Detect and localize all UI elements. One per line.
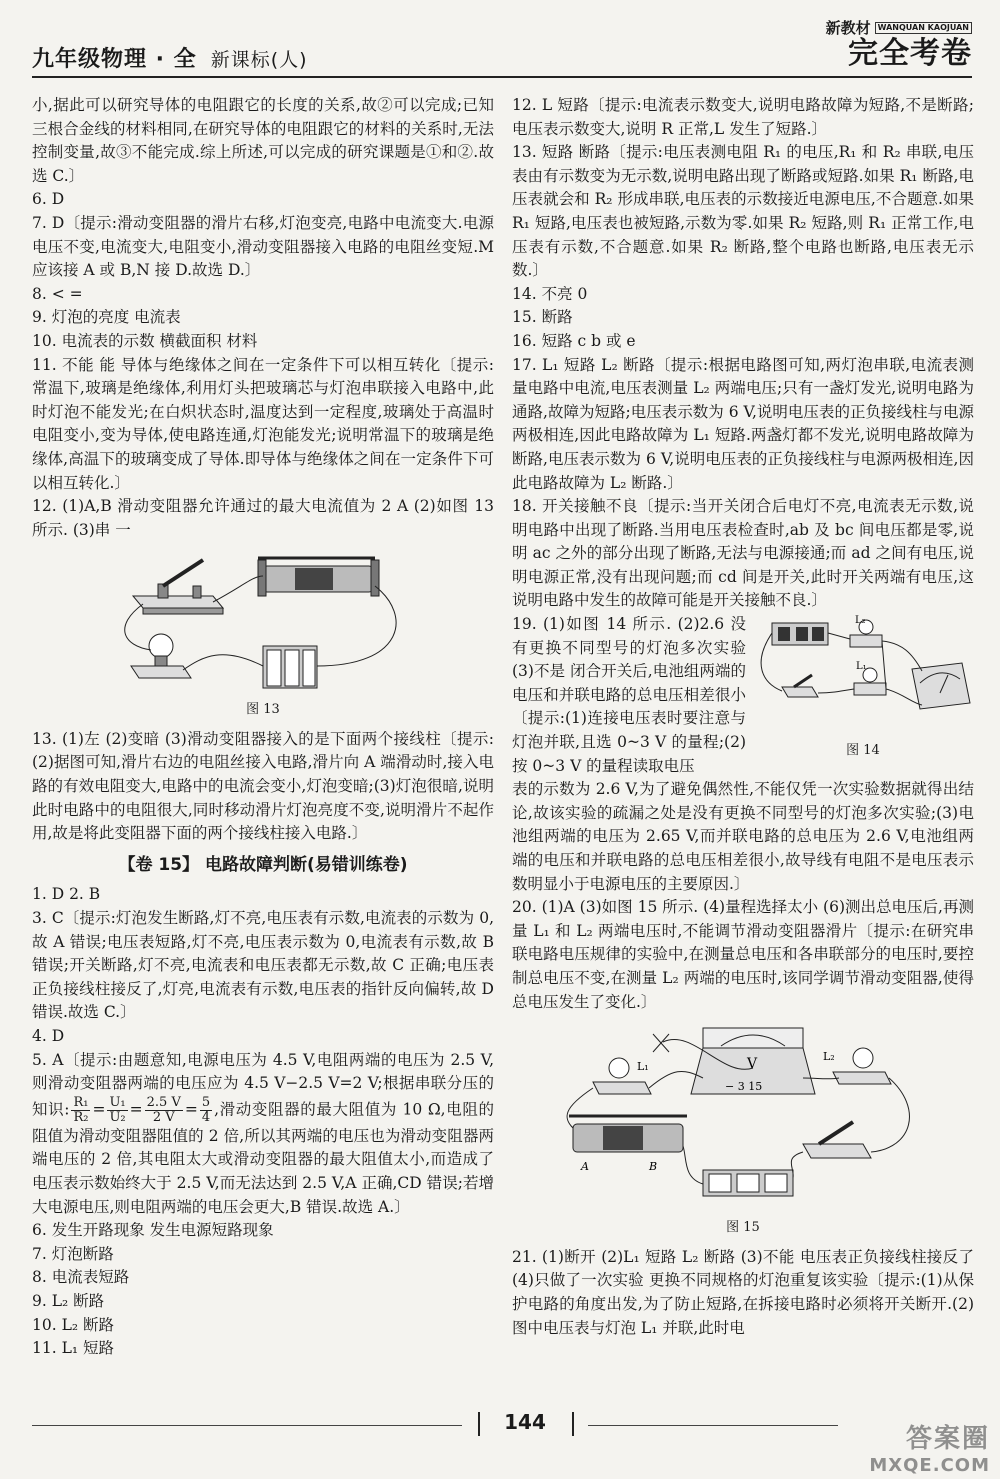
fraction-ratio xyxy=(200,1096,212,1125)
answer-c14: 14. 不亮 0 xyxy=(512,284,588,303)
label-a: A xyxy=(581,1160,589,1174)
answer-c19-part2: 表的示数为 2.6 V,为了避免偶然性,不能仅凭一次实验数据就得出结论,故该实验的疏漏之处是没有更换不同型号的灯泡多次实验;(3)电池组两端的电压为 2.65 V,而并联电路的总电压为 2.6 V,电池组两端的电压和并联电路的总电压相差很小,故导线有电阻不是电压表示数明显小于电源电压的主要原因.〕 xyxy=(512,780,974,893)
answer-6: 6. D xyxy=(32,190,65,209)
answer-c19-part1: 19. (1)如图 14 所示. (2)2.6 没有更换不同型号的灯泡多次实验 (3)不是 闭合开关后,电池组两端的电压和并联电路的总电压相差很小〔提示:(1)连接电压表时要注意与灯泡并联,且选 0~3 V 的量程;(2)按 0~3 V 的量程读取电压 xyxy=(512,615,746,775)
rheostat-drawing xyxy=(258,558,379,596)
voltmeter-drawing xyxy=(912,663,970,709)
fraction-denominator: R₂ xyxy=(73,1109,89,1125)
answer-11: 11. 不能 能 导体与绝缘体之间在一定条件下可以相互转化〔提示:常温下,玻璃是绝缘体,利用灯头把玻璃芯与灯泡串联接入电路中,此时灯泡不能发光;在白炽状态时,温度达到一定程度,玻璃处于高温时电阻变小,变为导体,使电路连通,灯泡能发光;说明常温下的玻璃是绝缘体,高温下的玻璃变成了导体.即导体与绝缘体之间在一定条件下可以相互转化.〕 xyxy=(32,355,494,492)
answer-c17: 17. L₁ 短路 L₂ 断路〔提示:根据电路图可知,两灯泡串联,电流表测量电路中电流,电压表测量 L₂ 两端电压;只有一盏灯发光,说明电路为通路,故障为短路;电压表示数为 6 V,说明电压表的正负接线柱与电源两极相连,因此电路故障为 L₁ 短路.两盏灯都不发光,说明电路故障为断路,电压表示数为 6 V,说明电压表的正负接线柱与电源两极相连,因此电路故障为 L₂ 断路.〕 xyxy=(512,355,974,492)
answer-c16: 16. 短路 c b 或 e xyxy=(512,331,636,350)
edition-label: 新课标(人) xyxy=(210,49,308,71)
rheostat-drawing xyxy=(569,1116,687,1173)
answer-b1-2: 1. D 2. B xyxy=(32,885,101,904)
fraction-numerator: 2.5 V xyxy=(146,1094,181,1110)
knife-switch-drawing xyxy=(133,560,223,614)
figure-14-caption: 图 14 xyxy=(846,742,880,758)
bulb-l1-drawing xyxy=(854,661,886,695)
answer-c13: 13. 短路 断路〔提示:电压表测电阻 R₁ 的电压,R₁ 和 R₂ 串联,电压表由有示数变为无示数,说明电路出现了断路或短路.如果 R₁ 断路,电压表就会和 R₂ 形成串联,电压表的示数接近电源电压,不合题意.如果 R₁ 短路,电压表也被短路,示数为零.如果 R₂ 短路,则 R₁ 正常工作,电压表有示数,不合题意.如果 R₂ 断路,整个电路也断路,电压表无示数.〕 xyxy=(512,143,974,280)
figure-15-circuit-drawing xyxy=(553,1018,933,1214)
answer-c20: 20. (1)A (3)如图 15 所示. (4)量程选择太小 (6)测出总电压后,再测量 L₁ 和 L₂ 两端电压时,不能调节滑动变阻器滑片〔提示:在研究串联电路电压规律的实验中,在测量总电压和各串联部分的电压时,要控制总电压不变,在测量 L₂ 两端的电压时,该同学调节滑动变阻器,使得总电压发生了变化.〕 xyxy=(512,898,974,1011)
figure-13-caption: 图 13 xyxy=(246,702,280,718)
answer-8: 8. < = xyxy=(32,284,83,303)
battery-drawing xyxy=(703,1170,793,1196)
figure-15-caption: 图 15 xyxy=(726,1220,760,1236)
header-rule xyxy=(32,76,972,78)
figure-14 xyxy=(752,613,974,768)
answer-b5: 5. A〔提示:由题意知,电源电压为 4.5 V,电阻两端的电压为 2.5 V,则滑动变阻器两端的电压应为 4.5 V−2.5 V=2 V;根据串联分压的知识: $\frac{\text{R₁}}{\text{R₂}}$ = $\frac{\text{U₁}}{\text{U₂}}$ = $\frac{2.5 V}{2 V}$ = $\frac{5}{4}$ ,滑动变阻器的最大阻值为 10 Ω,电阻的阻值为滑动变阻器阻值的 2 倍,所以其两端的电压也为滑动变阻器两端电压的 2 倍,其电阻太大或滑动变阻器的最大阻值太小,而造成了电压表示数始终大于 2.5 V,而无法达到 2.5 V,A 正确,CD 错误;若增大电源电压,则电阻两端的电压会更大,B 错误.故选 A.〕 xyxy=(32,1050,494,1216)
answer-c21: 21. (1)断开 (2)L₁ 短路 L₂ 断路 (3)不能 电压表正负接线柱接反了 (4)只做了一次实验 更换不同规格的灯泡重复该实验〔提示:(1)从保护电路的角度出发,为了防止短路,在拆接电路时必须将开关断开.(2)图中电压表与灯泡 L₁ 并联,此时电 xyxy=(512,1247,974,1337)
page-footer xyxy=(32,1410,972,1440)
answer-c19-block xyxy=(512,613,974,778)
answer-b4: 4. D xyxy=(32,1027,65,1045)
fraction-numerator: R₁ xyxy=(73,1094,89,1110)
brand-logo xyxy=(826,18,972,71)
right-column xyxy=(512,94,974,1340)
label-b: B xyxy=(649,1160,658,1174)
watermark-line1: 答案圈 xyxy=(905,1424,990,1454)
answer-c18: 18. 开关接触不良〔提示:当开关闭合后电灯不亮,电流表无示数,说明电路中出现了断路.当用电压表检查时,ab 及 bc 间电压都是零,说明 ac 之外的部分出现了断路,无法与电源接通;而 ad 之间有电压,说明电源正常,没有出现问题;而 cd 间是开关,此时开关两端有电压,这说明电路中发生的故障可能是开关接触不良.〕 xyxy=(512,497,974,610)
brand-small: 新教材 xyxy=(825,18,871,37)
book-title xyxy=(32,42,308,73)
fraction-u1-u2 xyxy=(107,1096,127,1125)
fraction-numerator: U₁ xyxy=(109,1094,126,1110)
figure-15 xyxy=(512,1018,974,1240)
answer-continued: 小,据此可以研究导体的电阻跟它的长度的关系,故②可以完成;已知三根合金线的材料相同,在研究导体的电阻跟它的材料的关系时,无法控制变量,故③不能完成.综上所述,可以完成的研究课题是①和②.故选 C.〕 xyxy=(32,96,494,185)
label-l1: L₁ xyxy=(856,661,867,673)
switch-drawing xyxy=(782,675,818,697)
answer-12: 12. (1)A,B 滑动变阻器允许通过的最大电流值为 2 A (2)如图 13 所示. (3)串 一 xyxy=(32,497,494,539)
answer-7: 7. D〔提示:滑动变阻器的滑片右移,灯泡变亮,电路中电流变大.电源电压不变,电流变大,电阻变小,滑动变阻器接入电路的电阻丝变短.M 应该接 A 或 B,N 接 D.故选 D.〕 xyxy=(32,213,494,280)
brand-big: 完全考卷 xyxy=(848,35,972,71)
answer-b8: 8. 电流表短路 xyxy=(32,1268,130,1287)
footer-bar-right xyxy=(572,1412,574,1436)
bulb-drawing xyxy=(131,634,191,678)
figure-13 xyxy=(32,546,494,722)
footer-rule-left xyxy=(32,1425,462,1426)
answer-b7: 7. 灯泡断路 xyxy=(32,1244,114,1263)
figure-13-circuit-drawing xyxy=(113,546,413,696)
voltmeter-drawing xyxy=(691,1028,815,1094)
label-l2: L₂ xyxy=(855,615,866,627)
answer-10: 10. 电流表的示数 横截面积 材料 xyxy=(32,331,258,350)
battery-drawing xyxy=(263,646,317,688)
answer-b6: 6. 发生开路现象 发生电源短路现象 xyxy=(32,1221,274,1240)
label-l1: L₁ xyxy=(637,1060,649,1074)
answer-13: 13. (1)左 (2)变暗 (3)滑动变阻器接入的是下面两个接线柱〔提示:(2)据图可知,滑片右边的电阻丝接入电路,滑片向 A 端滑动时,接入电路的有效电阻变大,电路中的电流会变小,灯泡变暗;(3)灯泡很暗,说明此时电路中的电阻很大,同时移动滑片灯泡亮度不变,说明滑片不起作用,故是将此变阻器下面的两个接线柱接入电路.〕 xyxy=(32,729,494,843)
answer-b5-part2: ,滑动变阻器的最大阻值为 10 Ω,电阻的阻值为滑动变阻器阻值的 2 倍,所以其两端的电压也为滑动变阻器两端电压的 2 倍,其电阻太大或滑动变阻器的最大阻值太小,而造成了电压表示数始终大于 2.5 V,而无法达到 2.5 V,A 正确,CD 错误;若增大电源电压,则电阻两端的电压会更大,B 错误.故选 A.〕 xyxy=(32,1100,494,1216)
voltmeter-v-label: V xyxy=(747,1056,758,1073)
answer-b11: 11. L₁ 短路 xyxy=(32,1339,115,1358)
answer-9: 9. 灯泡的亮度 电流表 xyxy=(32,308,181,327)
section-title: 【卷 15】 电路故障判断(易错训练卷) xyxy=(118,854,408,875)
book-title-text: 九年级物理 · 全 xyxy=(32,47,197,72)
answer-b5-part1: 5. A〔提示:由题意知,电源电压为 4.5 V,电阻两端的电压为 2.5 V,则滑动变阻器两端的电压应为 4.5 V−2.5 V=2 V;根据串联分压的知识: xyxy=(32,1050,494,1119)
fraction-denominator: U₂ xyxy=(109,1109,126,1125)
switch-drawing xyxy=(803,1122,871,1158)
footer-rule-right xyxy=(588,1425,838,1426)
answer-c15: 15. 断路 xyxy=(512,308,573,327)
fraction-numerator: 5 xyxy=(201,1094,211,1110)
figure-14-circuit-drawing xyxy=(752,613,974,729)
answer-b9: 9. L₂ 断路 xyxy=(32,1291,105,1310)
fraction-voltage xyxy=(145,1096,183,1125)
watermark-line2: MXQE.COM xyxy=(869,1455,990,1476)
page-header xyxy=(32,14,972,76)
answer-b10: 10. L₂ 断路 xyxy=(32,1315,115,1334)
answer-c12: 12. L 短路〔提示:电流表示数变大,说明电路故障为短路,不是断路;电压表示数变大,说明 R 正常,L 发生了短路.〕 xyxy=(512,96,974,138)
fraction-denominator: 4 xyxy=(201,1109,211,1125)
fraction-r1-r2 xyxy=(71,1096,90,1125)
page-number: 144 xyxy=(504,1410,546,1434)
battery-pack-drawing xyxy=(772,623,828,645)
fraction-denominator: 2 V xyxy=(152,1109,175,1125)
left-column xyxy=(32,94,494,1361)
answer-b3: 3. C〔提示:灯泡发生断路,灯不亮,电压表有示数,电流表的示数为 0,故 A 错误;电压表短路,灯不亮,电压表示数为 0,电流表有示数,故 B 错误;开关断路,灯不亮,电流表和电压表都无示数,故 C 正确;电压表正负接线柱接反了,灯亮,电流表有示数,电压表的指针反向偏转,故 D 错误.故选 C.〕 xyxy=(32,909,494,1022)
voltmeter-scale-label: − 3 15 xyxy=(725,1080,763,1094)
brand-tag: WANQUAN KAOJUAN xyxy=(875,22,972,34)
bulb-l2-drawing xyxy=(850,615,882,647)
watermark-logo xyxy=(869,1418,990,1476)
label-l2: L₂ xyxy=(823,1050,835,1064)
bulb-l1-drawing xyxy=(593,1058,651,1094)
